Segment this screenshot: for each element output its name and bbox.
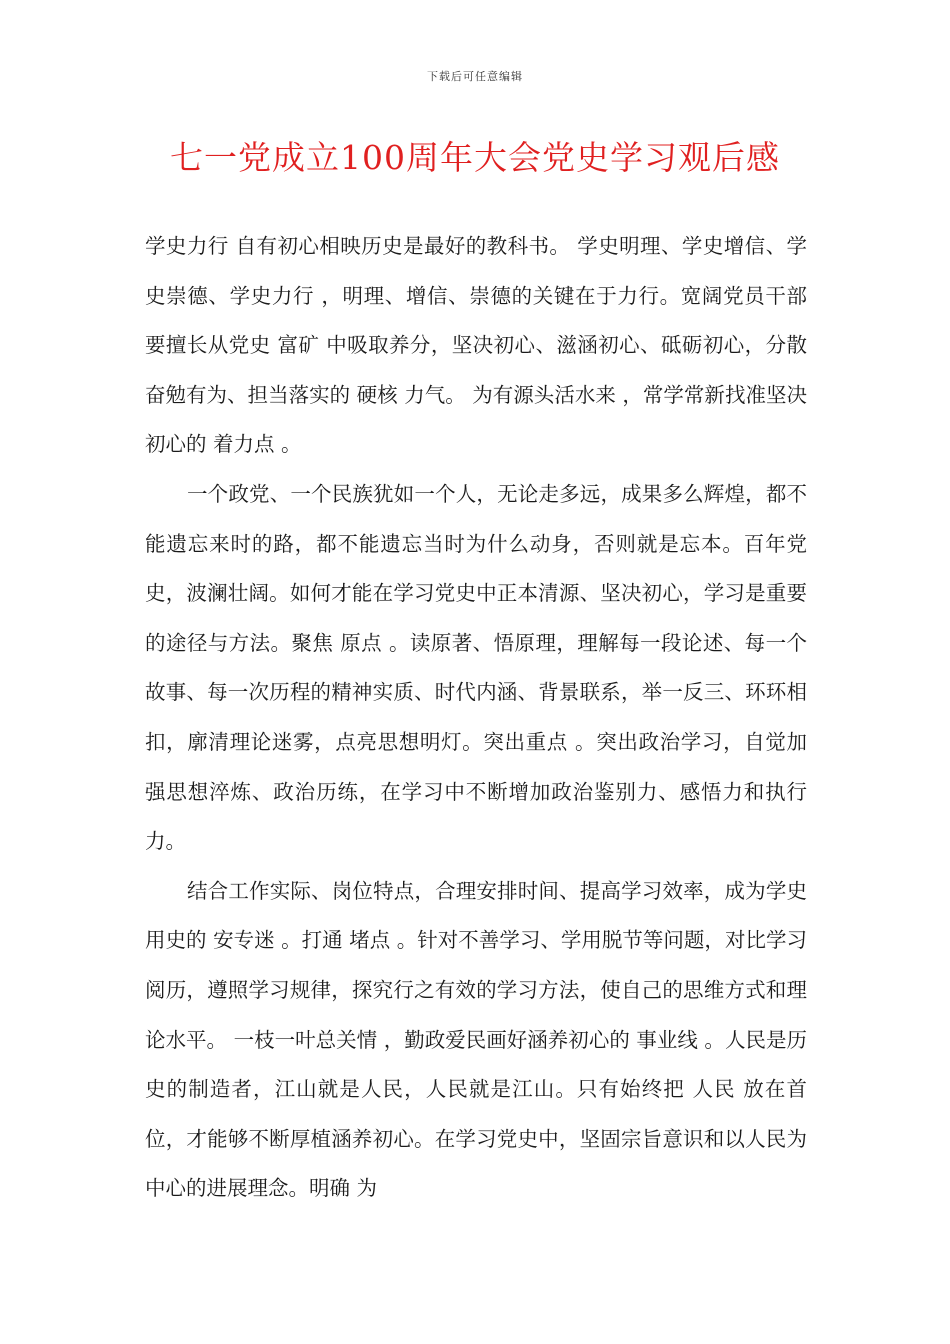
header-note: 下载后可任意编辑 xyxy=(427,70,523,83)
paragraph-3: 结合工作实际、岗位特点，合理安排时间、提高学习效率，成为学史用史的 安专迷 。打通 堵点 。针对不善学习、学用脱节等问题，对比学习阅历，遵照学习规律，探究行之有效的学习方法，使自己的思维方式和理论水平。 一枝一叶总关情 ，勤政爱民画好涵养初心的 事业线 。人民是历史的制造者，江山就是人民，人民就是江山。只有始终把 人民 放在首位，才能够不断厚植涵养初心。在学习党史中，坚固宗旨意识和以人民为中心的进展理念。明确 为 xyxy=(145,878,807,1201)
document-body xyxy=(145,222,807,1214)
paragraph-1: 学史力行 自有初心相映历史是最好的教科书。 学史明理、学史增信、学史崇德、学史力行 ，明理、增信、崇德的关键在于力行。宽阔党员干部要擅长从党史 富矿 中吸取养分，坚决初心、滋涵初心、砥砺初心，分散奋勉有为、担当落实的 硬核 力气。 为有源头活水来 ，常学常新找准坚决初心的 着力点 。 xyxy=(145,234,807,457)
paragraph-2: 一个政党、一个民族犹如一个人，无论走多远，成果多么辉煌，都不能遗忘来时的路，都不能遗忘当时为什么动身，否则就是忘本。百年党史，波澜壮阔。如何才能在学习党史中正本清源、坚决初心，学习是重要的途径与方法。聚焦 原点 。读原著、悟原理，理解每一段论述、每一个故事、每一次历程的精神实质、时代内涵、背景联系，举一反三、环环相扣，廓清理论迷雾，点亮思想明灯。突出重点 。突出政治学习，自觉加强思想淬炼、政治历练，在学习中不断增加政治鉴别力、感悟力和执行力。 xyxy=(145,481,807,854)
document-title: 七一党成立100周年大会党史学习观后感 xyxy=(170,138,780,177)
